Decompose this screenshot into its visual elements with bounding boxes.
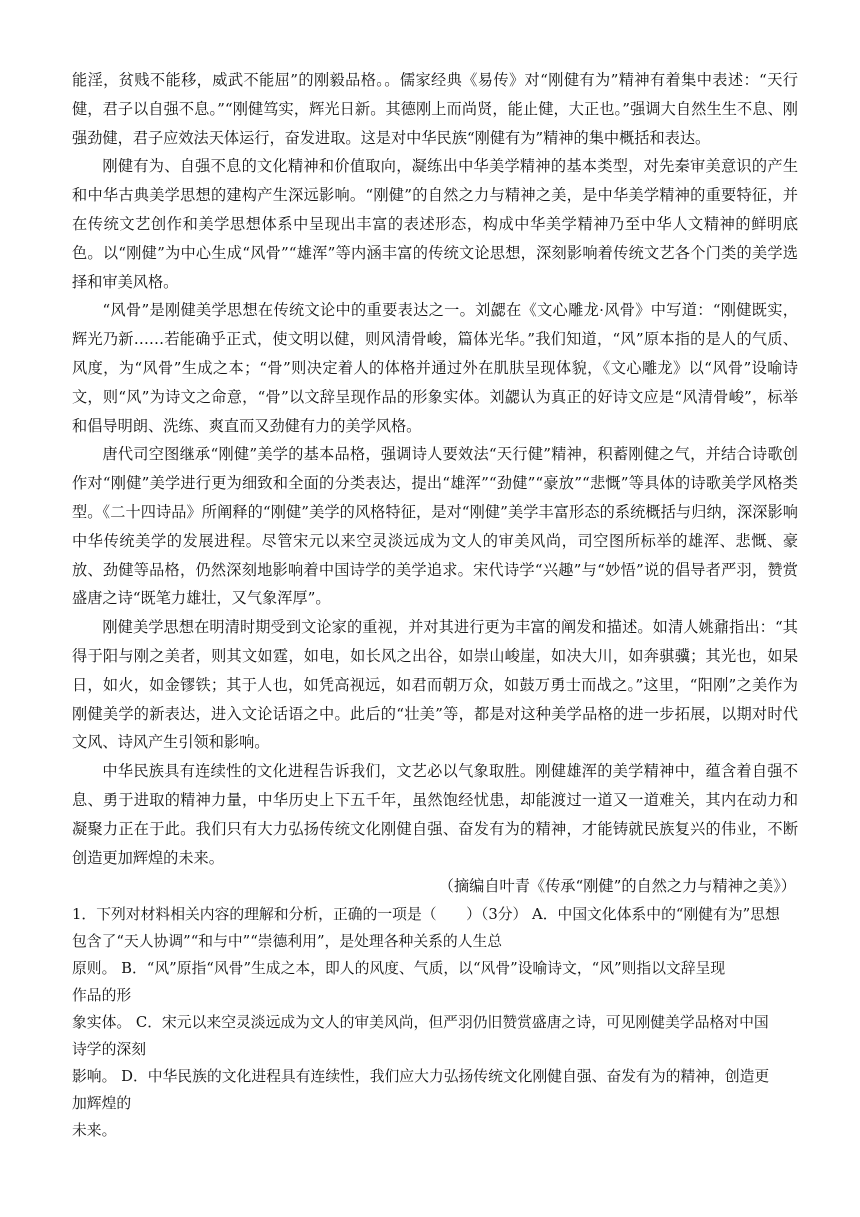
paragraph-1: 能淫，贫贱不能移，威武不能屈”的刚毅品格。。儒家经典《易传》对“刚健有为”精神有着集中表述：“天行健，君子以自强不息。”“刚健笃实，辉光日新。其德刚上而尚贤，能止健，大正也。”强调大自然生生不息、刚强劲健，君子应效法天体运行，奋发进取。这是对中华民族“刚健有为”精神的集中概括和表达。 — [72, 71, 798, 147]
question-line: 原则。 B．“风”原指“风骨”生成之本，即人的风度、气质，以“风骨”设喻诗文，“风”则指以文辞呈现 — [72, 960, 726, 978]
paragraph-6: 中华民族具有连续性的文化进程告诉我们，文艺必以气象取胜。刚健雄浑的美学精神中，蕴含着自强不息、勇于进取的精神力量，中华历史上下五千年，虽然饱经忧患，却能渡过一道又一道难关，其内在动力和凝聚力正在于此。我们只有大力弘扬传统文化刚健自强、奋发有为的精神，才能铸就民族复兴的伟业，不断创造更加辉煌的未来。 — [72, 762, 798, 867]
source-citation: （摘编自叶青《传承“刚健”的自然之力与精神之美》） — [438, 877, 796, 896]
question-1 — [72, 901, 798, 1144]
question-line: 诗学的深刻 — [72, 1041, 146, 1059]
paragraph-4: 唐代司空图继承“刚健”美学的基本品格，强调诗人要效法“天行健”精神，积蓄刚健之气，并结合诗歌创作对“刚健”美学进行更为细致和全面的分类表达，提出“雄浑”“劲健”“豪放”“悲慨”等具体的诗歌美学风格类型。《二十四诗品》所阐释的“刚健”美学的风格特征，是对“刚健”美学丰富形态的系统概括与归纳，深深影响中华传统美学的发展进程。尽管宋元以来空灵淡远成为文人的审美风尚，司空图所标举的雄浑、悲慨、豪放、劲健等品格，仍然深刻地影响着中国诗学的美学追求。宋代诗学“兴趣”与“妙悟”说的倡导者严羽，赞赏盛唐之诗“既笔力雄壮，又气象浑厚”。 — [72, 445, 798, 608]
paragraph-2: 刚健有为、自强不息的文化精神和价值取向，凝练出中华美学精神的基本类型，对先秦审美意识的产生和中华古典美学思想的建构产生深远影响。“刚健”的自然之力与精神之美，是中华美学精神的重要特征，并在传统文艺创作和美学思想体系中呈现出丰富的表述形态，构成中华美学精神乃至中华人文精神的鲜明底色。以“刚健”为中心生成“风骨”“雄浑”等内涵丰富的传统文论思想，深刻影响着传统文艺各个门类的美学选择和审美风格。 — [72, 157, 798, 291]
article — [72, 66, 798, 1144]
paragraph-3: “风骨”是刚健美学思想在传统文论中的重要表达之一。刘勰在《文心雕龙·风骨》中写道：“刚健既实，辉光乃新……若能确乎正式，使文明以健，则风清骨峻，篇体光华。”我们知道，“风”原本指的是人的气质、风度，为“风骨”生成之本；“骨”则决定着人的体格并通过外在肌肤呈现体貌，《文心雕龙》以“风骨”设喻诗文，则“风”为诗文之命意，“骨”以文辞呈现作品的形象实体。刘勰认为真正的好诗文应是“风清骨峻”，标举和倡导明朗、洗练、爽直而又劲健有力的美学风格。 — [72, 301, 798, 435]
question-line: 包含了“天人协调”“和与中”“崇德利用”，是处理各种关系的人生总 — [72, 933, 503, 951]
question-line: 作品的形 — [72, 987, 132, 1005]
question-line: 1．下列对材料相关内容的理解和分析，正确的一项是（ ）（3分） A．中国文化体系中的“刚健有为”思想 — [72, 906, 780, 924]
question-line: 加辉煌的 — [72, 1095, 132, 1113]
question-line: 影响。 D．中华民族的文化进程具有连续性，我们应大力弘扬传统文化刚健自强、奋发有为的精神，创造更 — [72, 1068, 770, 1086]
question-line: 象实体。 C．宋元以来空灵淡远成为文人的审美风尚，但严羽仍旧赞赏盛唐之诗，可见刚健美学品格对中国 — [72, 1014, 769, 1032]
paragraph-5: 刚健美学思想在明清时期受到文论家的重视，并对其进行更为丰富的阐发和描述。如清人姚鼐指出：“其得于阳与刚之美者，则其文如霆，如电，如长风之出谷，如崇山峻崖，如决大川，如奔骐骥；其光也，如杲日，如火，如金镠铁；其于人也，如凭高视远，如君而朝万众，如鼓万勇士而战之。”这里，“阳刚”之美作为刚健美学的新表达，进入文论话语之中。此后的“壮美”等，都是对这种美学品格的进一步拓展，以期对时代文风、诗风产生引领和影响。 — [72, 618, 798, 752]
question-line: 未来。 — [72, 1122, 117, 1140]
